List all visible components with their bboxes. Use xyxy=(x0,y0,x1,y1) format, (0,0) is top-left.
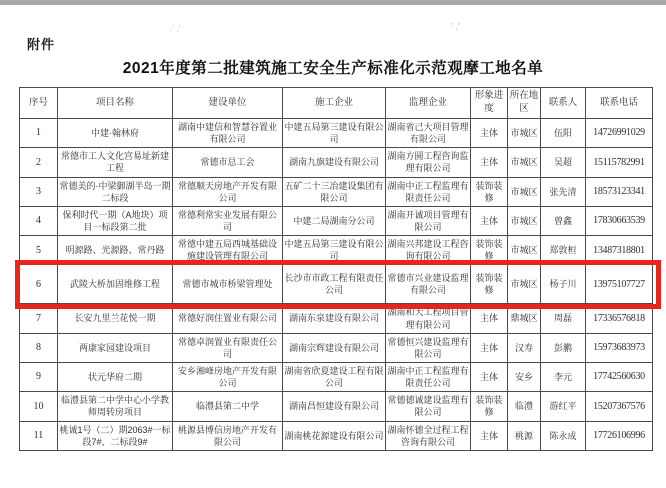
table-row xyxy=(20,304,653,333)
cell-contact: 吴超 xyxy=(541,148,586,177)
cell-district: 临澧 xyxy=(508,392,541,421)
cell-contractor: 湖南东泉建设有限公司 xyxy=(283,304,386,333)
cell-contractor: 长沙市市政工程有限责任公司 xyxy=(283,265,386,304)
cell-supervisor: 常德恒兴建设监理有限公司 xyxy=(386,333,471,362)
cell-district: 桃源 xyxy=(508,421,541,450)
cell-no: 7 xyxy=(20,304,58,333)
column-header-project: 项目名称 xyxy=(58,88,173,119)
scan-artifact: ·' ,' xyxy=(170,24,181,33)
cell-no: 3 xyxy=(20,177,58,206)
cell-phone: 13975107727 xyxy=(586,265,653,304)
cell-supervisor: 湖南省己大项目管理有限公司 xyxy=(386,119,471,148)
table-row xyxy=(20,333,653,362)
cell-district: 市城区 xyxy=(508,206,541,235)
cell-progress: 装饰装修 xyxy=(471,236,508,265)
cell-contractor: 湖南九旗建设有限公司 xyxy=(283,148,386,177)
cell-district: 安乡 xyxy=(508,362,541,391)
cell-builder: 常德市城市桥梁管理处 xyxy=(173,265,283,304)
table-row xyxy=(20,206,653,235)
cell-project: 状元华府二期 xyxy=(58,362,173,391)
cell-progress: 主体 xyxy=(471,362,508,391)
column-header-supervisor: 监理企业 xyxy=(386,88,471,119)
scan-artifact: '' ,'' xyxy=(450,22,461,31)
cell-no: 2 xyxy=(20,148,58,177)
cell-district: 市城区 xyxy=(508,119,541,148)
cell-builder: 安乡湘峰房地产开发有限公司 xyxy=(173,362,283,391)
cell-project: 常德美的·中梁御湖半岛一期二标段 xyxy=(58,177,173,206)
cell-progress: 主体 xyxy=(471,206,508,235)
cell-contact: 曾鑫 xyxy=(541,206,586,235)
cell-builder: 常德好润住置业有限公司 xyxy=(173,304,283,333)
cell-supervisor: 湖南和天工程项目管理有限公司 xyxy=(386,304,471,333)
cell-builder: 常德顺天房地产开发有限公司 xyxy=(173,177,283,206)
column-header-district: 所在地区 xyxy=(508,88,541,119)
column-header-builder: 建设单位 xyxy=(173,88,283,119)
cell-progress: 主体 xyxy=(471,333,508,362)
cell-supervisor: 常德德诚建设监理有限公司 xyxy=(386,392,471,421)
cell-builder: 常德中建五局西城基础设施建设管理有限公司 xyxy=(173,236,283,265)
cell-district: 市城区 xyxy=(508,236,541,265)
attachment-label: 附件 xyxy=(27,37,56,52)
cell-builder: 湖南中建信和智慧谷置业有限公司 xyxy=(173,119,283,148)
cell-no: 10 xyxy=(20,392,58,421)
cell-contractor: 湖南桃花源建设有限公司 xyxy=(283,421,386,450)
cell-progress: 主体 xyxy=(471,421,508,450)
cell-contact: 杨子川 xyxy=(541,265,586,304)
cell-no: 11 xyxy=(20,421,58,450)
cell-contractor: 湖南宗辉建设有限公司 xyxy=(283,333,386,362)
table-row xyxy=(20,362,653,391)
cell-project: 两康家园建设项目 xyxy=(58,333,173,362)
table-row xyxy=(20,177,653,206)
cell-phone: 15973683973 xyxy=(586,333,653,362)
cell-phone: 17742560630 xyxy=(586,362,653,391)
cell-district: 鼎城区 xyxy=(508,304,541,333)
cell-builder: 常德利常实业发展有限公司 xyxy=(173,206,283,235)
table-row xyxy=(20,119,653,148)
table-header-row xyxy=(20,88,653,119)
cell-supervisor: 湖南方圆工程咨询监理有限公司 xyxy=(386,148,471,177)
cell-project: 中建·翰林府 xyxy=(58,119,173,148)
cell-supervisor: 常德市兴业建设监理有限公司 xyxy=(386,265,471,304)
cell-supervisor: 湖南兴邦建设工程咨询有限公司 xyxy=(386,236,471,265)
cell-no: 8 xyxy=(20,333,58,362)
cell-phone: 14726991029 xyxy=(586,119,653,148)
cell-phone: 17726106996 xyxy=(586,421,653,450)
cell-no: 9 xyxy=(20,362,58,391)
scan-edge-bar xyxy=(0,0,666,5)
column-header-contractor: 施工企业 xyxy=(283,88,386,119)
cell-district: 市城区 xyxy=(508,148,541,177)
cell-progress: 装饰装修 xyxy=(471,177,508,206)
cell-project: 保利时代一期（A地块）项目一标段第二批 xyxy=(58,206,173,235)
cell-contractor: 中建五局第三建设有限公司 xyxy=(283,236,386,265)
cell-builder: 常德市总工会 xyxy=(173,148,283,177)
column-header-progress: 形象进度 xyxy=(471,88,508,119)
cell-contractor: 湖南昌恒建设有限公司 xyxy=(283,392,386,421)
cell-phone: 17830663539 xyxy=(586,206,653,235)
cell-builder: 常德卓润置业有限责任公司 xyxy=(173,333,283,362)
cell-supervisor: 湖南中正工程监理有限责任公司 xyxy=(386,362,471,391)
cell-phone: 15115782991 xyxy=(586,148,653,177)
cell-contact: 陈永成 xyxy=(541,421,586,450)
observation-sites-table xyxy=(19,87,653,451)
column-header-phone: 联系电话 xyxy=(586,88,653,119)
column-header-contact: 联系人 xyxy=(541,88,586,119)
cell-project: 明源路、光源路、常丹路 xyxy=(58,236,173,265)
cell-progress: 装饰装修 xyxy=(471,392,508,421)
cell-phone: 17336576818 xyxy=(586,304,653,333)
cell-no: 6 xyxy=(20,265,58,304)
cell-project: 常德市工人文化宫易址新建工程 xyxy=(58,148,173,177)
cell-contact: 伍阳 xyxy=(541,119,586,148)
cell-contact: 李元 xyxy=(541,362,586,391)
table-row xyxy=(20,148,653,177)
cell-contact: 游红平 xyxy=(541,392,586,421)
cell-project: 桃诚1号（二）期2063#一标段7#、二标段9# xyxy=(58,421,173,450)
cell-contact: 郑敦桓 xyxy=(541,236,586,265)
table-row xyxy=(20,236,653,265)
cell-contractor: 中建二局湖南分公司 xyxy=(283,206,386,235)
cell-no: 1 xyxy=(20,119,58,148)
cell-progress: 主体 xyxy=(471,148,508,177)
cell-project: 武陵大桥加固维修工程 xyxy=(58,265,173,304)
cell-phone: 15207367576 xyxy=(586,392,653,421)
cell-progress: 装饰装修 xyxy=(471,265,508,304)
table-row xyxy=(20,392,653,421)
cell-contact: 彭鹏 xyxy=(541,333,586,362)
cell-contact: 张先清 xyxy=(541,177,586,206)
cell-district: 市城区 xyxy=(508,177,541,206)
cell-no: 4 xyxy=(20,206,58,235)
cell-builder: 临澧县第二中学 xyxy=(173,392,283,421)
cell-builder: 桃源县博信房地产开发有限公司 xyxy=(173,421,283,450)
cell-contractor: 五矿二十三冶建设集团有限公司 xyxy=(283,177,386,206)
table-row xyxy=(20,265,653,304)
document-title: 2021年度第二批建筑施工安全生产标准化示范观摩工地名单 xyxy=(122,60,544,77)
cell-supervisor: 湖南中正工程监理有限责任公司 xyxy=(386,177,471,206)
cell-no: 5 xyxy=(20,236,58,265)
cell-contact: 周磊 xyxy=(541,304,586,333)
cell-progress: 主体 xyxy=(471,119,508,148)
cell-progress: 主体 xyxy=(471,304,508,333)
column-header-serial: 序号 xyxy=(20,88,58,119)
cell-supervisor: 湖南怀德全过程工程咨询有限公司 xyxy=(386,421,471,450)
cell-district: 市城区 xyxy=(508,265,541,304)
cell-supervisor: 湖南开诚项目管理有限公司 xyxy=(386,206,471,235)
cell-phone: 18573123341 xyxy=(586,177,653,206)
table-row xyxy=(20,421,653,450)
cell-project: 长安九里兰花悦一期 xyxy=(58,304,173,333)
cell-contractor: 湖南省欣夏建设工程有限公司 xyxy=(283,362,386,391)
cell-phone: 13487318801 xyxy=(586,236,653,265)
cell-contractor: 中建五局第三建设有限公司 xyxy=(283,119,386,148)
cell-district: 汉寿 xyxy=(508,333,541,362)
cell-project: 临澧县第二中学中心小学教师周转房项目 xyxy=(58,392,173,421)
